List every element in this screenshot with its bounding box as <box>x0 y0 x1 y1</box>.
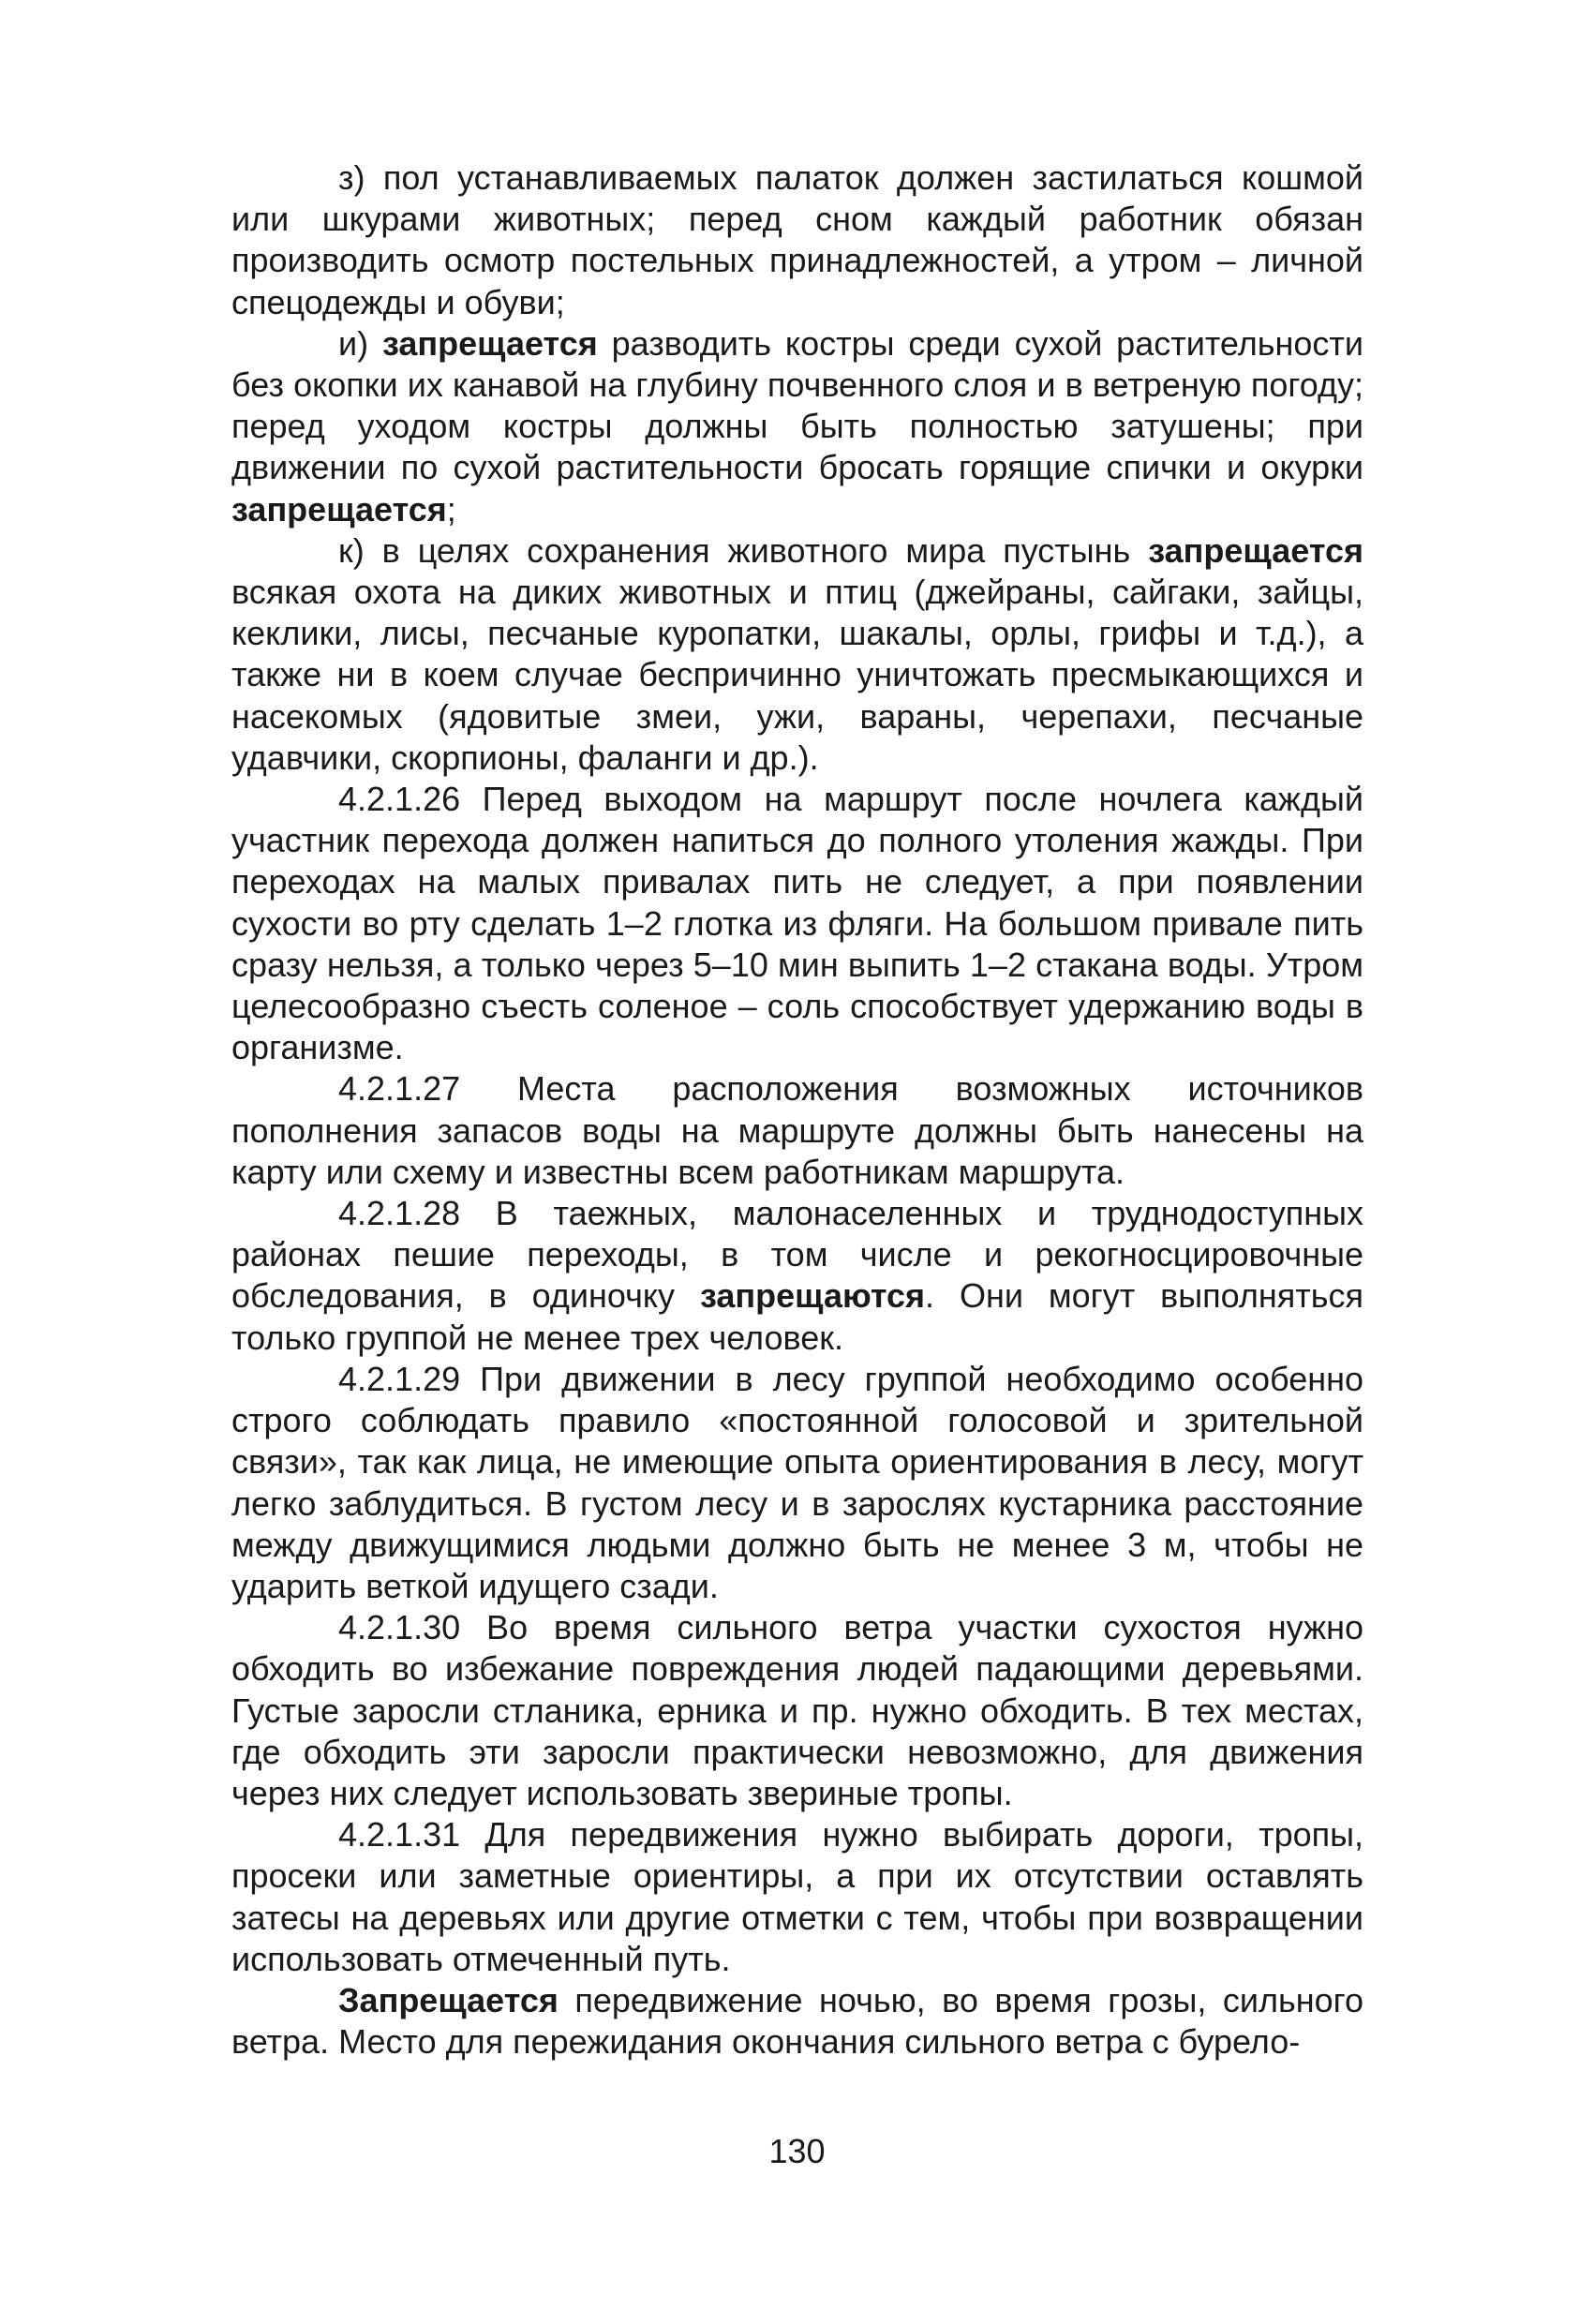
paragraph-clause-4-2-1-28: 4.2.1.28 В таежных, малонаселенных и труднодоступных районах пешие переходы, в том числе и рекогносцировочные обследования, в одиночку запрещаются. Они могут выполняться только группой не менее трех человек. <box>231 1194 1363 1357</box>
body-text <box>231 157 1363 2063</box>
paragraph-item-z: з) пол устанавливаемых палаток должен застилаться кошмой или шкурами животных; перед сном каждый работник обязан производить осмотр постельных принадлежностей, а утром – личной спецодежды и обуви; <box>231 158 1363 321</box>
paragraph-item-i: и) запрещается разводить костры среди сухой растительности без окопки их канавой на глубину почвенного слоя и в ветреную погоду; перед уходом костры должны быть полностью затушены; при движении по сухой растительности бросать горящие спички и окурки запрещается; <box>231 323 1363 529</box>
emphasis-prohibited: запрещаются <box>699 1276 926 1316</box>
paragraph-clause-4-2-1-31: 4.2.1.31 Для передвижения нужно выбирать дороги, тропы, просеки или заметные ориентиры, а при их отсутствии оставлять затесы на деревьях или другие отметки с тем, чтобы при возвращении использовать отмеченный путь. <box>231 1815 1363 1978</box>
emphasis-prohibited: запрещается <box>231 489 447 529</box>
emphasis-prohibited: Запрещается <box>338 1980 559 2019</box>
page-number: 130 <box>768 2132 826 2170</box>
paragraph-clause-4-2-1-26: 4.2.1.26 Перед выходом на маршрут после ночлега каждый участник перехода должен напиться до полного утоления жажды. При переходах на малых привалах пить не следует, а при появлении сухости во рту сделать 1–2 глотка из фляги. На большом привале пить сразу нельзя, а только через 5–10 мин выпить 1–2 стакана воды. Утром целесообразно съесть соленое – соль способствует удержанию воды в организме. <box>231 780 1363 1067</box>
paragraph-clause-4-2-1-27: 4.2.1.27 Места расположения возможных источников пополнения запасов воды на маршруте должны быть нанесены на карту или схему и известны всем работникам маршрута. <box>231 1069 1363 1191</box>
emphasis-prohibited: запрещается <box>1148 530 1363 570</box>
paragraph-item-k: к) в целях сохранения животного мира пустынь запрещается всякая охота на диких животных и птиц (джейраны, сайгаки, зайцы, кеклики, лисы, песчаные куропатки, шакалы, орлы, грифы и т.д.), а также ни в коем случае беспричинно уничтожать пресмыкающихся и насекомых (ядовитые змеи, ужи, вараны, черепахи, песчаные удавчики, скорпионы, фаланги и др.). <box>231 530 1363 777</box>
paragraph-prohibition-night: Запрещается передвижение ночью, во время грозы, сильного ветра. Место для пережидания окончания сильного ветра с бурело- <box>231 1980 1363 2062</box>
emphasis-prohibited: запрещается <box>381 323 598 363</box>
paragraph-clause-4-2-1-29: 4.2.1.29 При движении в лесу группой необходимо особенно строго соблюдать правило «постоянной голосовой и зрительной связи», так как лица, не имеющие опыта ориентирования в лесу, могут легко заблудиться. В густом лесу и в зарослях кустарника расстояние между движущимися людьми должно быть не менее 3 м, чтобы не ударить веткой идущего сзади. <box>231 1359 1363 1605</box>
paragraph-clause-4-2-1-30: 4.2.1.30 Во время сильного ветра участки сухостоя нужно обходить во избежание повреждения людей падающими деревьями. Густые заросли стланика, ерника и пр. нужно обходить. В тех местах, где обходить эти заросли практически невозможно, для движения через них следует использовать звериные тропы. <box>231 1608 1363 1812</box>
